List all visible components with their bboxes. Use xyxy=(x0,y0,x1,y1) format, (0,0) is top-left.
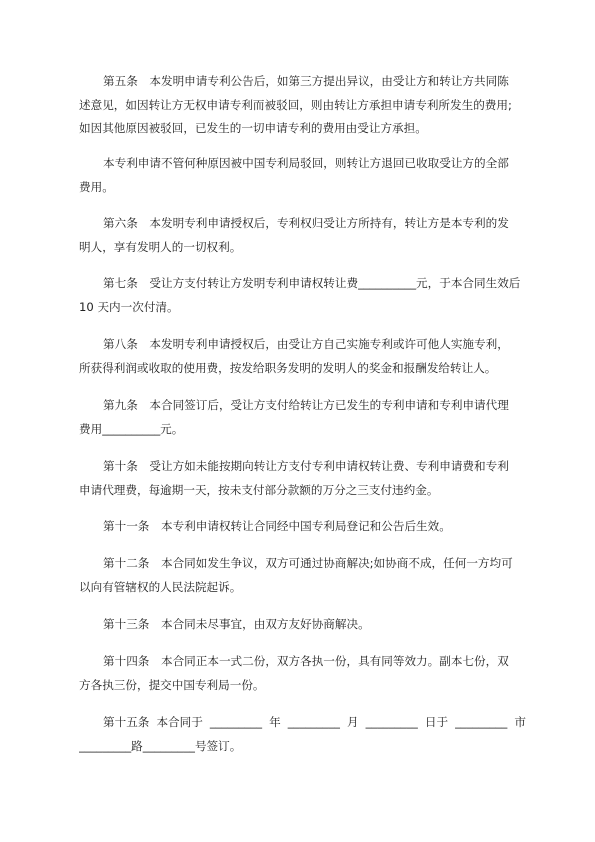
text-line: 第十一条 本专利申请权转让合同经中国专利局登记和公告后生效。 xyxy=(103,519,451,533)
article-12 xyxy=(79,552,526,599)
article-8 xyxy=(79,333,526,380)
article-7 xyxy=(79,272,526,319)
text-line: 方各执三份，提交中国专利局一份。 xyxy=(79,677,265,692)
article-label: 第十五条 xyxy=(103,715,150,729)
blank-field: _________ xyxy=(455,715,508,729)
text-line: 本专利申请不管何种原因被中国专利局驳回，则转让方退回已收取受让方的全部 xyxy=(103,156,509,170)
text-segment: 本合同于 xyxy=(156,715,203,729)
text-line: 费用__________元。 xyxy=(79,421,184,436)
text-line: 明人，享有发明人的一切权利。 xyxy=(79,239,242,254)
text-line: 第十四条 本合同正本一式二份，双方各执一份，具有同等效力。副本七份，双 xyxy=(103,654,509,668)
text-line: 10 天内一次付清。 xyxy=(79,299,179,314)
text-line: 第八条 本发明专利申请授权后，由受让方自己实施专利或许可他人实施专利， xyxy=(103,337,509,351)
article-15 xyxy=(79,711,526,758)
article-15-date-line xyxy=(79,711,526,735)
blank-field: _________ xyxy=(365,715,418,729)
text-line: 第六条 本发明专利申请授权后，专利权归受让方所持有，转让方是本专利的发 xyxy=(103,216,509,230)
text-segment: 市 xyxy=(514,715,526,729)
text-line: 第十三条 本合同未尽事宜，由双方友好协商解决。 xyxy=(103,617,370,631)
text-segment: 月 xyxy=(346,715,359,729)
text-line: 第五条 本发明申请专利公告后，如第三方提出异议，由受让方和转让方共同陈 xyxy=(103,74,509,88)
text-line: 第十条 受让方如未能按期向转让方支付专利申请权转让费、专利申请费和专利 xyxy=(103,459,509,473)
text-line: 第十二条 本合同如发生争议，双方可通过协商解决;如协商不成，任何一方均可 xyxy=(103,556,513,570)
article-14 xyxy=(79,650,526,697)
text-line: 述意见，如因转让方无权申请专利而被驳回，则由转让方承担申请专利所发生的费用; xyxy=(79,97,512,112)
text-line: 所获得利润或收取的使用费，按发给职务发明的发明人的奖金和报酬发给转让人。 xyxy=(79,360,497,375)
article-6 xyxy=(79,212,526,259)
text-line: _________路_________号签订。 xyxy=(79,738,242,753)
text-line: 如因其他原因被驳回，已发生的一切申请专利的费用由受让方承担。 xyxy=(79,121,427,135)
article-5-supplement xyxy=(79,152,526,199)
article-5 xyxy=(79,70,526,141)
text-line: 申请代理费，每逾期一天，按未支付部分款额的万分之三支付违约金。 xyxy=(79,482,439,497)
text-line: 第九条 本合同签订后，受让方支付给转让方已发生的专利申请和专利申请代理 xyxy=(103,398,509,412)
text-segment: 年 xyxy=(269,715,281,729)
article-11 xyxy=(79,515,526,539)
article-9 xyxy=(79,394,526,441)
article-13 xyxy=(79,613,526,637)
text-line: 以向有管辖权的人民法院起诉。 xyxy=(79,579,242,594)
blank-field: _________ xyxy=(287,715,340,729)
blank-field: _________ xyxy=(209,715,263,729)
text-line: 费用。 xyxy=(79,179,114,194)
text-segment: 日于 xyxy=(424,715,449,729)
text-line: 第七条 受让方支付转让方发明专利申请权转让费__________元，于本合同生效后 xyxy=(103,276,521,290)
article-10 xyxy=(79,455,526,502)
